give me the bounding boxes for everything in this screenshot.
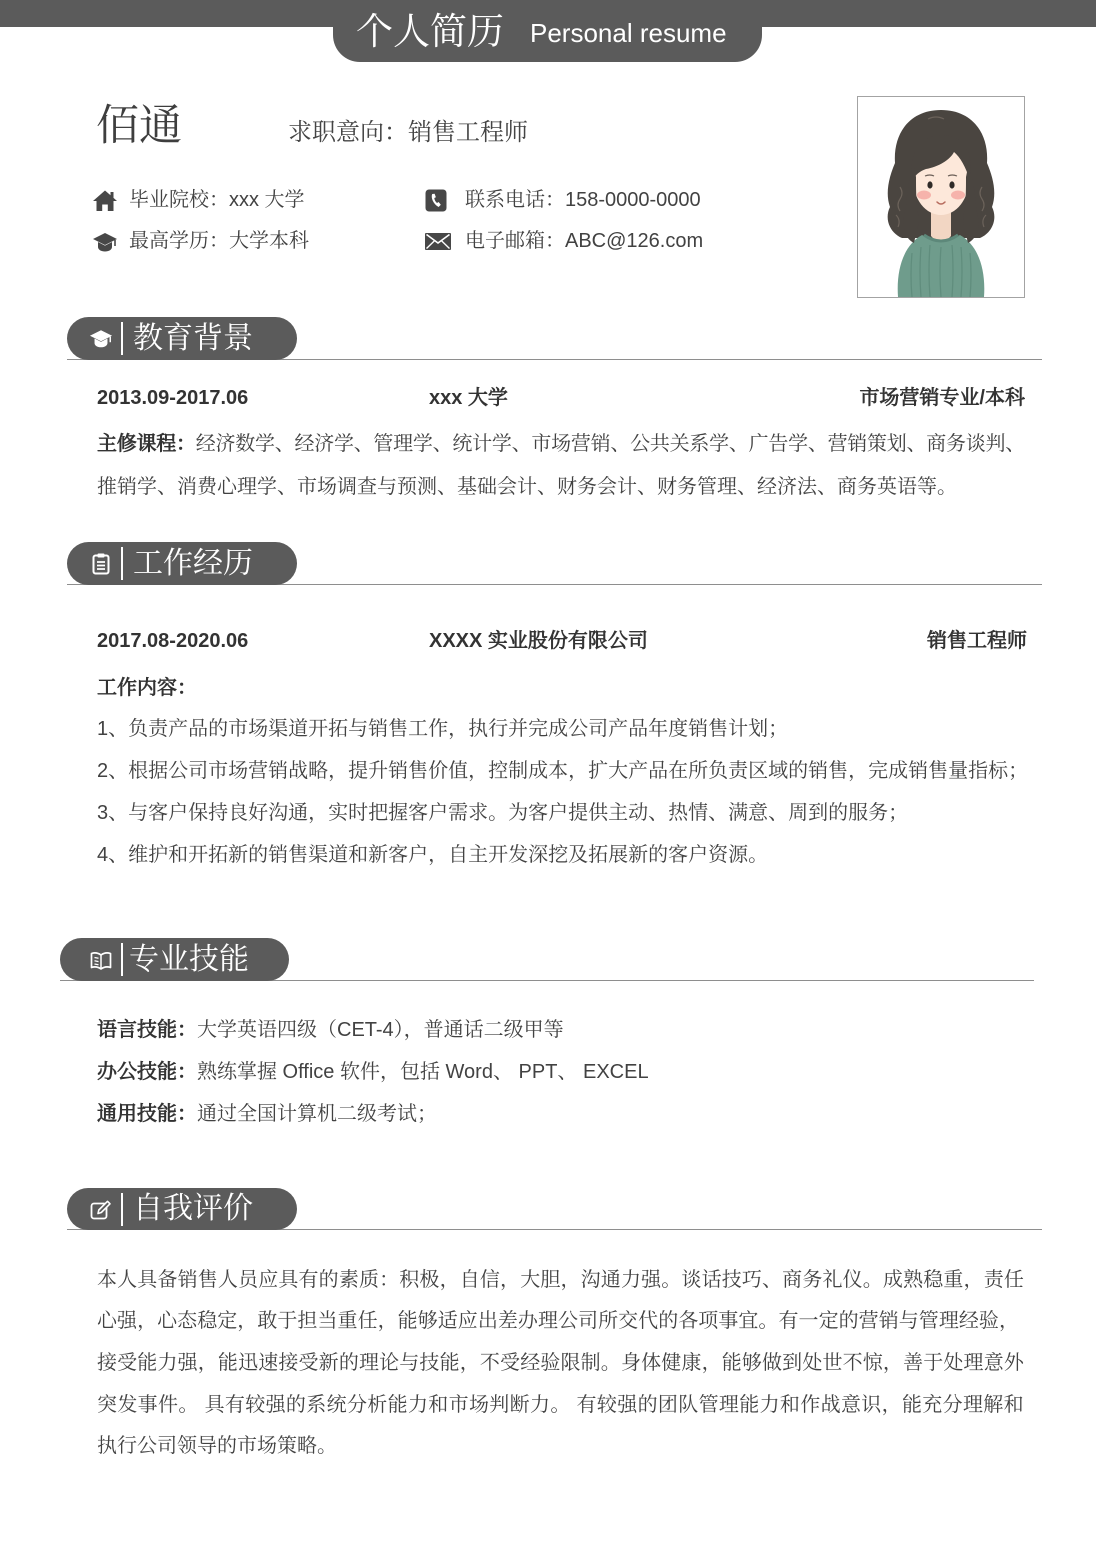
skill-value: 大学英语四级（CET-4），普通话二级甲等 — [197, 1019, 564, 1041]
work-item: 1、负责产品的市场渠道开拓与销售工作，执行并完成公司产品年度销售计划； — [97, 718, 789, 740]
section-divider — [121, 943, 123, 976]
home-icon — [92, 189, 118, 212]
education-major: 市场营销专业/本科 — [859, 387, 1025, 409]
resume-title-english: Personal resume — [530, 18, 727, 48]
work-item: 4、维护和开拓新的销售渠道和新客户，自主开发深挖及拓展新的客户资源。 — [97, 844, 769, 866]
edit-icon — [89, 1198, 113, 1222]
self-eval-line: 突发事件。 具有较强的系统分析能力和市场判断力。 有较强的团队管理能力和作战意识，能充分理解和 — [97, 1394, 1024, 1416]
courses-text: 经济数学、经济学、管理学、统计学、市场营销、公共关系学、广告学、营销策划、商务谈判、 — [195, 433, 1026, 455]
phone-number: 联系电话：158-0000-0000 — [465, 189, 701, 211]
email-address: 电子邮箱：ABC@126.com — [465, 230, 704, 252]
job-objective: 求职意向：销售工程师 — [288, 119, 528, 146]
skill-value: 熟练掌握 Office 软件，包括 Word、 PPT、 EXCEL — [197, 1061, 649, 1083]
clipboard-icon — [89, 552, 113, 576]
self-eval-line: 执行公司领导的市场策略。 — [97, 1435, 337, 1457]
work-content-label: 工作内容： — [97, 677, 197, 699]
courses-label: 主修课程： — [97, 433, 196, 455]
graduation-cap-icon — [89, 327, 113, 351]
courses-line — [97, 429, 1025, 459]
skill-language — [97, 1015, 564, 1045]
self-eval-line: 接受能力强，能迅速接受新的理论与技能，不受经验限制。身体健康，能够做到处世不惊，善于处理意外 — [97, 1352, 1024, 1374]
section-header-work — [67, 542, 297, 585]
section-title-self-evaluation: 自我评价 — [133, 1192, 253, 1225]
section-header-education — [67, 317, 297, 360]
title-tab — [333, 0, 762, 62]
section-title-education: 教育背景 — [133, 322, 253, 355]
highest-degree: 最高学历：大学本科 — [129, 230, 309, 252]
skill-office — [97, 1057, 649, 1087]
envelope-icon — [425, 233, 451, 250]
avatar-illustration — [858, 97, 1024, 297]
graduation-cap-icon — [92, 232, 118, 253]
graduate-school: 毕业院校：xxx 大学 — [129, 189, 305, 211]
work-item: 3、与客户保持良好沟通，实时把握客户需求。为客户提供主动、热情、满意、周到的服务； — [97, 802, 909, 824]
section-header-skills — [60, 938, 289, 981]
section-title-work: 工作经历 — [133, 547, 253, 580]
skill-general — [97, 1099, 437, 1129]
education-period: 2013.09-2017.06 — [97, 387, 249, 409]
skill-label: 办公技能： — [97, 1061, 197, 1083]
self-eval-line: 心强，心态稳定，敢于担当重任，能够适应出差办理公司所交代的各项事宜。有一定的营销与管理经验， — [97, 1310, 1019, 1332]
profile-photo — [857, 96, 1025, 298]
work-company: XXXX 实业股份有限公司 — [429, 630, 648, 652]
skill-label: 通用技能： — [97, 1103, 197, 1125]
section-divider — [121, 322, 123, 355]
self-eval-line: 本人具备销售人员应具有的素质：积极，自信，大胆，沟通力强。谈话技巧、商务礼仪。成熟稳重，责任 — [97, 1269, 1024, 1291]
section-divider — [121, 547, 123, 580]
skill-value: 通过全国计算机二级考试； — [197, 1103, 437, 1125]
section-header-self-evaluation — [67, 1188, 297, 1230]
phone-icon — [425, 189, 447, 212]
work-position: 销售工程师 — [927, 630, 1027, 652]
work-item: 2、根据公司市场营销战略，提升销售价值，控制成本，扩大产品在所负责区域的销售，完成销售量指标； — [97, 760, 1029, 782]
resume-title: 个人简历 — [356, 11, 504, 52]
section-divider — [121, 1193, 123, 1226]
section-title-skills: 专业技能 — [129, 943, 249, 976]
skill-label: 语言技能： — [97, 1019, 197, 1041]
work-period: 2017.08-2020.06 — [97, 630, 249, 652]
book-icon — [89, 948, 113, 972]
candidate-name: 佰通 — [96, 102, 182, 150]
courses-line: 推销学、消费心理学、市场调查与预测、基础会计、财务会计、财务管理、经济法、商务英语等。 — [97, 476, 957, 498]
education-school: xxx 大学 — [429, 387, 508, 409]
